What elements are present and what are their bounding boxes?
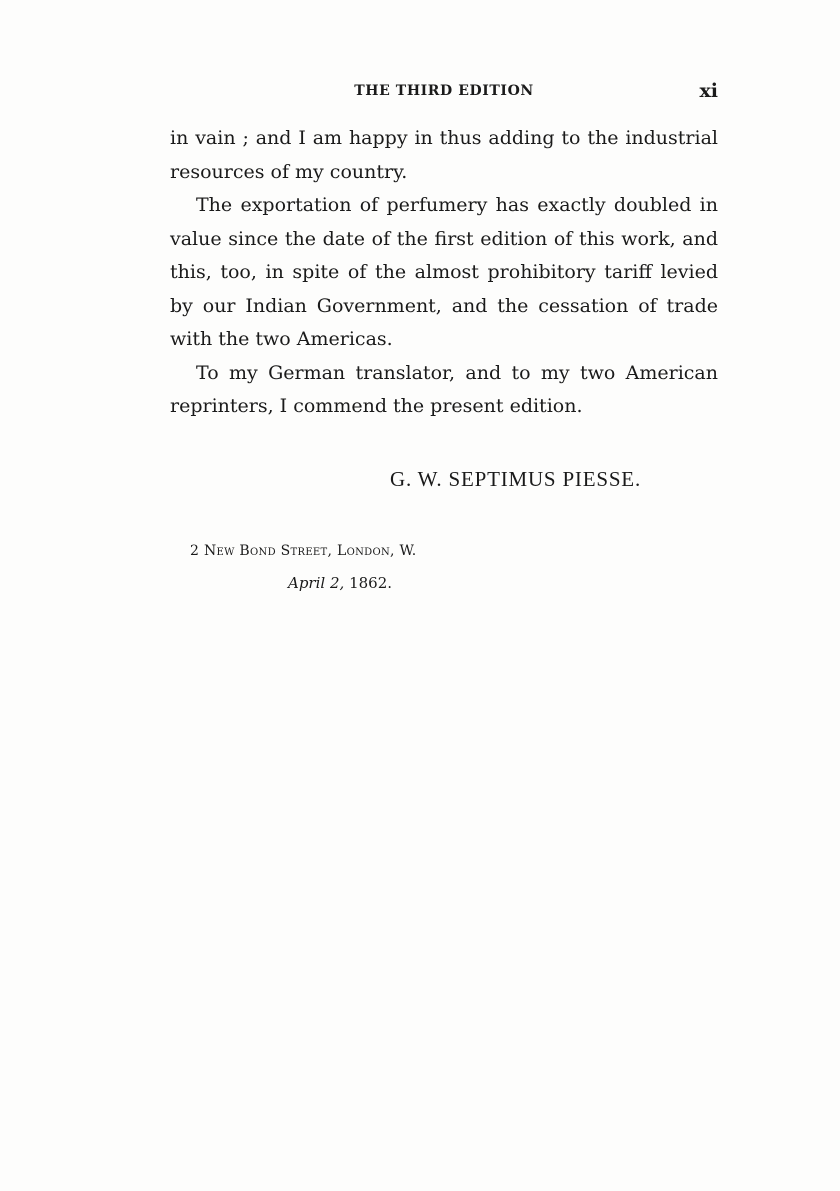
paragraph-continuation: in vain ; and I am happy in thus adding to the industrial resources of my country. [170,127,718,183]
date-line [288,574,392,592]
body-text [170,122,718,424]
date-year: 1862. [349,574,393,592]
running-title: THE THIRD EDITION [354,83,534,99]
paragraph-dedication: To my German translator, and to my two American reprinters, I commend the present edition. [170,361,718,417]
running-head [170,80,718,104]
date-month-day: April 2, [288,574,345,592]
page-number: xi [699,80,718,102]
address-line: 2 New Bond Street, London, W. [190,543,417,559]
paragraph-exportation: The exportation of perfumery has exactly doubled in value since the date of the first edition of this work, and this, too, in spite of the almost prohibitory tariff levied by our Indian Government, and the cessation of trade with the two Americas. [170,194,718,350]
author-signature: G. W. SEPTIMUS PIESSE. [390,467,641,491]
